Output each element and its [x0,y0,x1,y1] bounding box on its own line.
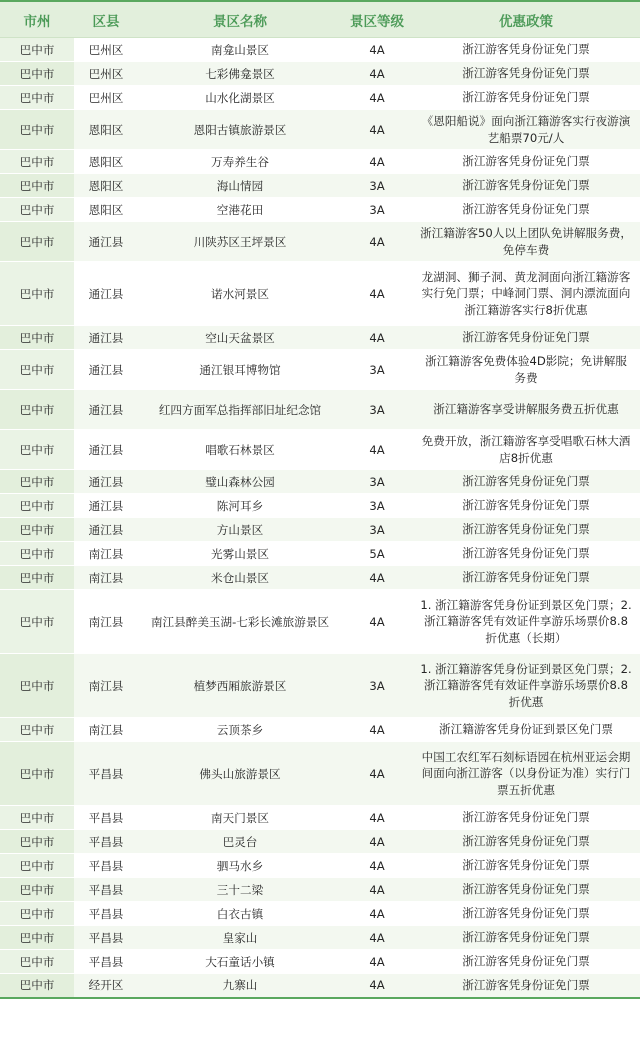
cell-discount-policy: 浙江游客凭身份证免门票 [412,974,640,998]
cell-city: 巴中市 [0,590,74,654]
cell-discount-policy: 浙江游客凭身份证免门票 [412,926,640,950]
cell-city: 巴中市 [0,326,74,350]
cell-discount-policy: 浙江游客凭身份证免门票 [412,326,640,350]
cell-scenic-name: 空港花田 [138,198,342,222]
cell-county: 通江县 [74,430,138,470]
cell-scenic-level: 4A [342,878,412,902]
cell-scenic-name: 万寿养生谷 [138,150,342,174]
cell-county: 通江县 [74,518,138,542]
table-row [0,830,640,854]
table-header-row [0,1,640,38]
table-row [0,854,640,878]
cell-city: 巴中市 [0,390,74,430]
cell-scenic-name: 光雾山景区 [138,542,342,566]
cell-scenic-name: 驷马水乡 [138,854,342,878]
cell-scenic-level: 4A [342,38,412,62]
cell-scenic-name: 植梦西厢旅游景区 [138,654,342,718]
table-row [0,974,640,998]
cell-county: 南江县 [74,590,138,654]
cell-scenic-level: 4A [342,902,412,926]
cell-scenic-level: 4A [342,262,412,326]
cell-scenic-name: 南天门景区 [138,806,342,830]
cell-scenic-level: 3A [342,494,412,518]
header-scenic-level: 景区等级 [342,1,412,38]
cell-city: 巴中市 [0,542,74,566]
table-row [0,150,640,174]
cell-county: 平昌县 [74,806,138,830]
cell-county: 平昌县 [74,878,138,902]
cell-city: 巴中市 [0,518,74,542]
cell-scenic-name: 诺水河景区 [138,262,342,326]
cell-county: 通江县 [74,262,138,326]
table-row [0,718,640,742]
cell-scenic-level: 4A [342,830,412,854]
cell-discount-policy: 浙江游客凭身份证免门票 [412,566,640,590]
cell-scenic-name: 方山景区 [138,518,342,542]
table-row [0,350,640,390]
table-row [0,806,640,830]
cell-scenic-name: 云顶茶乡 [138,718,342,742]
cell-discount-policy: 浙江游客凭身份证免门票 [412,950,640,974]
cell-discount-policy: 1. 浙江籍游客凭身份证到景区免门票；2. 浙江籍游客凭有效证件享游乐场票价8.8折优惠 [412,654,640,718]
cell-scenic-name: 九寨山 [138,974,342,998]
header-county: 区县 [74,1,138,38]
cell-scenic-level: 4A [342,974,412,998]
cell-city: 巴中市 [0,974,74,998]
cell-scenic-level: 4A [342,150,412,174]
cell-scenic-level: 4A [342,718,412,742]
cell-city: 巴中市 [0,494,74,518]
cell-city: 巴中市 [0,926,74,950]
cell-county: 南江县 [74,718,138,742]
cell-discount-policy: 浙江游客凭身份证免门票 [412,174,640,198]
cell-city: 巴中市 [0,430,74,470]
cell-scenic-name: 海山情园 [138,174,342,198]
cell-county: 恩阳区 [74,150,138,174]
cell-scenic-name: 空山天盆景区 [138,326,342,350]
cell-scenic-level: 4A [342,566,412,590]
cell-discount-policy: 浙江游客凭身份证免门票 [412,150,640,174]
cell-discount-policy: 中国工农红军石刻标语园在杭州亚运会期间面向浙江游客（以身份证为准）实行门票五折优惠 [412,742,640,806]
cell-county: 通江县 [74,350,138,390]
cell-county: 平昌县 [74,902,138,926]
cell-discount-policy: 浙江游客凭身份证免门票 [412,542,640,566]
cell-scenic-name: 七彩佛龛景区 [138,62,342,86]
cell-scenic-level: 4A [342,854,412,878]
cell-city: 巴中市 [0,198,74,222]
cell-scenic-level: 5A [342,542,412,566]
cell-county: 平昌县 [74,854,138,878]
table-row [0,902,640,926]
cell-city: 巴中市 [0,830,74,854]
cell-city: 巴中市 [0,470,74,494]
cell-county: 经开区 [74,974,138,998]
cell-city: 巴中市 [0,62,74,86]
header-city: 市州 [0,1,74,38]
cell-city: 巴中市 [0,86,74,110]
cell-scenic-name: 白衣古镇 [138,902,342,926]
cell-county: 平昌县 [74,926,138,950]
cell-discount-policy: 1. 浙江籍游客凭身份证到景区免门票；2. 浙江籍游客凭有效证件享游乐场票价8.8折优惠（长期） [412,590,640,654]
cell-county: 通江县 [74,326,138,350]
cell-city: 巴中市 [0,222,74,262]
cell-discount-policy: 浙江游客凭身份证免门票 [412,38,640,62]
cell-city: 巴中市 [0,654,74,718]
table-row [0,62,640,86]
table-row [0,430,640,470]
cell-county: 南江县 [74,654,138,718]
cell-county: 通江县 [74,470,138,494]
cell-county: 巴州区 [74,86,138,110]
table-row [0,110,640,150]
cell-scenic-name: 恩阳古镇旅游景区 [138,110,342,150]
table-row [0,174,640,198]
cell-scenic-level: 3A [342,654,412,718]
header-scenic-name: 景区名称 [138,1,342,38]
cell-scenic-name: 通江银耳博物馆 [138,350,342,390]
cell-discount-policy: 浙江游客凭身份证免门票 [412,806,640,830]
cell-county: 巴州区 [74,38,138,62]
cell-city: 巴中市 [0,878,74,902]
cell-city: 巴中市 [0,902,74,926]
cell-scenic-name: 佛头山旅游景区 [138,742,342,806]
cell-scenic-name: 南江县醉美玉湖-七彩长滩旅游景区 [138,590,342,654]
cell-discount-policy: 浙江游客凭身份证免门票 [412,62,640,86]
cell-city: 巴中市 [0,806,74,830]
table-row [0,390,640,430]
cell-scenic-level: 4A [342,326,412,350]
cell-scenic-name: 唱歌石林景区 [138,430,342,470]
cell-scenic-level: 3A [342,390,412,430]
cell-city: 巴中市 [0,566,74,590]
table-header [0,1,640,38]
cell-county: 恩阳区 [74,174,138,198]
cell-scenic-level: 4A [342,222,412,262]
table-row [0,222,640,262]
cell-scenic-name: 山水化湖景区 [138,86,342,110]
cell-city: 巴中市 [0,742,74,806]
cell-city: 巴中市 [0,950,74,974]
cell-county: 南江县 [74,566,138,590]
table-row [0,742,640,806]
table-row [0,494,640,518]
table-row [0,566,640,590]
cell-county: 巴州区 [74,62,138,86]
table-body [0,38,640,998]
cell-scenic-name: 红四方面军总指挥部旧址纪念馆 [138,390,342,430]
cell-scenic-name: 璧山森林公园 [138,470,342,494]
table-row [0,262,640,326]
cell-city: 巴中市 [0,350,74,390]
cell-discount-policy: 浙江游客凭身份证免门票 [412,518,640,542]
cell-scenic-name: 南龛山景区 [138,38,342,62]
cell-scenic-level: 4A [342,590,412,654]
cell-scenic-name: 皇家山 [138,926,342,950]
table-row [0,542,640,566]
table-row [0,470,640,494]
cell-scenic-level: 4A [342,950,412,974]
cell-scenic-name: 米仓山景区 [138,566,342,590]
cell-discount-policy: 龙湖洞、狮子洞、黄龙洞面向浙江籍游客实行免门票；中峰洞门票、洞内漂流面向浙江籍游客实行8折优惠 [412,262,640,326]
cell-discount-policy: 浙江游客凭身份证免门票 [412,830,640,854]
cell-city: 巴中市 [0,174,74,198]
cell-county: 平昌县 [74,830,138,854]
cell-scenic-level: 4A [342,110,412,150]
header-discount-policy: 优惠政策 [412,1,640,38]
cell-scenic-level: 3A [342,518,412,542]
cell-city: 巴中市 [0,150,74,174]
cell-county: 通江县 [74,222,138,262]
cell-discount-policy: 浙江游客凭身份证免门票 [412,494,640,518]
cell-scenic-name: 川陕苏区王坪景区 [138,222,342,262]
cell-scenic-level: 3A [342,350,412,390]
cell-scenic-level: 4A [342,430,412,470]
cell-scenic-name: 巴灵台 [138,830,342,854]
cell-scenic-name: 三十二梁 [138,878,342,902]
cell-scenic-level: 3A [342,198,412,222]
cell-city: 巴中市 [0,262,74,326]
cell-city: 巴中市 [0,110,74,150]
cell-discount-policy: 浙江籍游客50人以上团队免讲解服务费，免停车费 [412,222,640,262]
cell-discount-policy: 浙江游客凭身份证免门票 [412,470,640,494]
table-row [0,518,640,542]
table-row [0,198,640,222]
cell-scenic-level: 3A [342,470,412,494]
cell-scenic-name: 大石童话小镇 [138,950,342,974]
cell-discount-policy: 浙江籍游客享受讲解服务费五折优惠 [412,390,640,430]
table-row [0,590,640,654]
table-row [0,950,640,974]
cell-county: 恩阳区 [74,198,138,222]
cell-discount-policy: 浙江游客凭身份证免门票 [412,878,640,902]
cell-discount-policy: 免费开放，浙江籍游客享受唱歌石林大酒店8折优惠 [412,430,640,470]
cell-scenic-level: 4A [342,742,412,806]
cell-discount-policy: 浙江游客凭身份证免门票 [412,86,640,110]
cell-scenic-level: 4A [342,62,412,86]
cell-county: 通江县 [74,494,138,518]
cell-discount-policy: 浙江籍游客凭身份证到景区免门票 [412,718,640,742]
cell-county: 恩阳区 [74,110,138,150]
cell-discount-policy: 浙江游客凭身份证免门票 [412,854,640,878]
cell-scenic-level: 4A [342,806,412,830]
table-row [0,878,640,902]
cell-scenic-level: 3A [342,174,412,198]
cell-scenic-name: 陈河耳乡 [138,494,342,518]
table-row [0,926,640,950]
cell-county: 平昌县 [74,742,138,806]
table-row [0,654,640,718]
cell-discount-policy: 浙江游客凭身份证免门票 [412,902,640,926]
cell-county: 通江县 [74,390,138,430]
cell-city: 巴中市 [0,718,74,742]
table-row [0,326,640,350]
table-row [0,38,640,62]
cell-city: 巴中市 [0,38,74,62]
cell-discount-policy: 《恩阳船说》面向浙江籍游客实行夜游演艺船票70元/人 [412,110,640,150]
cell-scenic-level: 4A [342,86,412,110]
table-row [0,86,640,110]
cell-county: 南江县 [74,542,138,566]
cell-city: 巴中市 [0,854,74,878]
cell-discount-policy: 浙江游客凭身份证免门票 [412,198,640,222]
cell-discount-policy: 浙江籍游客免费体验4D影院；免讲解服务费 [412,350,640,390]
cell-county: 平昌县 [74,950,138,974]
cell-scenic-level: 4A [342,926,412,950]
